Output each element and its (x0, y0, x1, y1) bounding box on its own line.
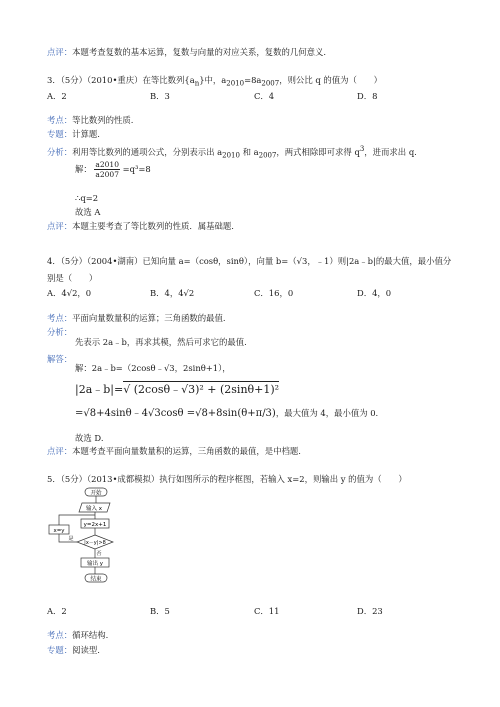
q4-option-d[interactable]: D．4，0 (357, 288, 392, 298)
q4-stem-line1: 4．（5分）（2004•湖南）已知向量 a=（cosθ，sinθ），向量 b=（√3，﹣1）则|2a﹣b|的最大值，最小值分 (47, 256, 452, 266)
kaodian-text: 循环结构. (72, 630, 109, 640)
q4-line2 (75, 384, 279, 395)
fenxi-part: ，进而求出 q. (364, 146, 417, 157)
flow-cond: |x－y|>8 (84, 540, 106, 546)
q3-solution (75, 160, 151, 179)
q5-option-c[interactable]: C．11 (254, 606, 280, 616)
q4-option-b[interactable]: B．4，4√2 (150, 288, 195, 298)
q3-stem (47, 75, 382, 90)
q3-therefore: ∴q=2 (75, 193, 99, 203)
flow-yes: 是 (68, 536, 74, 542)
q3-kaodian (47, 115, 133, 126)
q4-option-c[interactable]: C．16，0 (254, 288, 294, 298)
flow-no: 否 (96, 551, 102, 557)
zhuanti-tag: 专题： (47, 645, 73, 655)
top-note-tag: 点评： (47, 47, 73, 57)
top-note (47, 47, 326, 58)
q4-line2-lhs: |2a﹣b|= (75, 383, 124, 396)
kaodian-text: 等比数列的性质. (72, 115, 134, 125)
q3-stem-part: =8a (244, 75, 262, 85)
q4-dianping (47, 446, 301, 457)
fenxi-sub: 2010 (222, 151, 240, 160)
fenxi-part: ，两式相除即可求得 q (276, 146, 360, 157)
q3-stem-part: 3．（5分）（2010•重庆）在等比数列{a (47, 75, 195, 85)
jieda-tag: 解答： (47, 354, 73, 364)
dianping-tag: 点评： (47, 446, 73, 456)
q3-stem-part: }中，a (199, 75, 227, 85)
q4-stem-line2: 别是（ ） (47, 273, 98, 283)
q3-stem-sub: n (194, 79, 200, 88)
q3-stem-sub: 2010 (226, 79, 245, 88)
flow-input: 输入 x (85, 506, 103, 512)
jie-tag: 解： (75, 164, 92, 174)
q4-line3-result: ，最大值为 4，最小值为 0. (275, 408, 379, 418)
q5-option-b[interactable]: B．5 (150, 606, 170, 616)
q4-jieda-tag (47, 354, 72, 365)
q3-option-b[interactable]: B．3 (150, 91, 170, 101)
q4-line3 (75, 408, 378, 419)
dianping-tag: 点评： (47, 221, 73, 231)
fraction-numerator: a2010 (95, 160, 119, 169)
q5-zhuanti (47, 645, 100, 656)
q3-fenxi (47, 144, 417, 161)
flow-output: 输出 y (86, 561, 104, 567)
q3-dianping (47, 221, 234, 232)
zhuanti-tag: 专题： (47, 129, 73, 139)
fenxi-sub: 2007 (258, 151, 277, 160)
fraction-denominator: a2007 (95, 170, 119, 179)
q3-zhuanti (47, 129, 100, 140)
flow-end: 结束 (90, 576, 102, 583)
q3-option-d[interactable]: D．8 (357, 91, 378, 101)
q4-line2-rhs: √ (2cosθ﹣√3)² + (2sinθ+1)² (123, 383, 280, 396)
fenxi-part: 利用等比数列的通项公式，分别表示出 a (72, 146, 223, 157)
kaodian-tag: 考点： (47, 313, 73, 323)
q5-stem: 5．（5分）（2013•成都模拟）执行如图所示的程序框图，若输入 x=2，则输出 y 的值为（ ） (47, 474, 407, 484)
zhuanti-text: 计算题. (72, 129, 100, 139)
flow-side: x=y (53, 528, 65, 534)
q4-fenxi-text: 先表示 2a﹣b，再求其模，然后可求它的最值. (75, 337, 247, 347)
q3-choose: 故选 A (75, 207, 101, 217)
flow-start: 开始 (90, 490, 102, 497)
flow-assign: y=2x+1 (83, 522, 107, 528)
dianping-text: 本题主要考查了等比数列的性质．属基础题. (72, 221, 234, 231)
kaodian-tag: 考点： (47, 630, 73, 640)
kaodian-tag: 考点： (47, 115, 73, 125)
q5-option-d[interactable]: D．23 (357, 606, 383, 616)
fenxi-sup: 3 (359, 145, 365, 153)
dianping-text: 本题考查平面向量数量积的运算，三角函数的最值，是中档题. (72, 446, 301, 456)
fenxi-part: 和 a (239, 146, 259, 157)
fenxi-tag: 分析： (47, 146, 73, 157)
q3-stem-part: ，则公比 q 的值为（ ） (279, 75, 383, 85)
q3-option-a[interactable]: A．2 (47, 91, 67, 101)
q4-line1: 解：2a﹣b=（2cosθ﹣√3，2sinθ+1）， (75, 363, 231, 373)
jie-rest: =q³=8 (122, 164, 151, 174)
q3-option-c[interactable]: C．4 (254, 91, 275, 101)
q3-stem-sub: 2007 (261, 79, 280, 88)
top-note-text: 本题考查复数的基本运算，复数与向量的对应关系，复数的几何意义. (72, 47, 327, 57)
q4-choose: 故选 D. (75, 433, 104, 443)
q4-option-a[interactable]: A．4√2，0 (47, 288, 92, 298)
q4-fenxi-tag (47, 327, 72, 338)
q5-option-a[interactable]: A．2 (47, 606, 67, 616)
fenxi-tag: 分析： (47, 327, 73, 337)
q5-flowchart (47, 485, 127, 602)
zhuanti-text: 阅读型. (72, 645, 100, 655)
q4-line3-expr: =√8+4sinθ﹣4√3cosθ =√8+8sin(θ+π/3) (75, 408, 276, 419)
q3-fraction (94, 160, 120, 179)
q5-kaodian (47, 630, 108, 641)
q4-kaodian (47, 313, 226, 324)
kaodian-text: 平面向量数量积的运算；三角函数的最值. (72, 313, 226, 323)
